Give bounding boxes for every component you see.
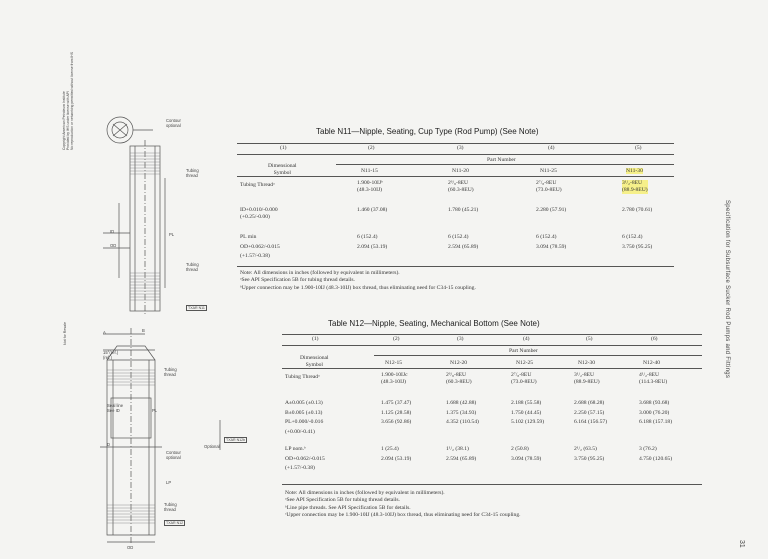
fig1-tubing-top-label: Tubing thread xyxy=(186,168,199,178)
n11-cell: 6 (152.4) 3.094 (78.59) xyxy=(536,234,567,250)
copyright-notice xyxy=(62,52,75,150)
n12-part-5: N12-40 xyxy=(643,360,661,366)
n11-cell: 6 (152.4) 2.094 (53.19) xyxy=(357,234,388,250)
n11-note: ᵇUpper connection may be 1.900-10IJ (48.3-10IJ) box thread, thus eliminating need for C34-15 coupling. xyxy=(240,284,476,291)
n11-row-label: PL min OD+0.062/-0.015 (+1.57/-0.38) xyxy=(240,234,280,259)
n12-col-5: (5) xyxy=(586,336,593,342)
n11-cell: 6 (152.4) 3.750 (95.25) xyxy=(622,234,653,250)
fig1-contour-label: Contour optional xyxy=(166,118,181,128)
resale-notice: Not for Resale xyxy=(63,322,67,345)
fig2-angle-label: 15°(ref.) (ref.) xyxy=(103,350,119,360)
n11-part-number-label: Part Number xyxy=(487,157,516,163)
fig1-pl-label: PL xyxy=(169,232,175,237)
fig1-od-label: OD xyxy=(110,243,117,248)
n11-part-4: N11-30 xyxy=(626,168,643,174)
fig2-contour-label: Contour optional xyxy=(166,450,181,460)
fig2-od-label: OD xyxy=(127,545,134,550)
fig2-tubing-bottom-label: Tubing thread xyxy=(164,502,177,512)
page-number: 31 xyxy=(738,540,745,548)
n12-notes xyxy=(285,490,521,520)
n12-cell: 1 (25.4) 2.094 (53.19) xyxy=(381,446,412,462)
n12-col-6: (6) xyxy=(651,336,658,342)
n11-notes xyxy=(240,270,476,292)
n11-row-label: ID+0.010/-0.000 (+0.25/-0.00) xyxy=(240,207,278,220)
figure-n11-drawing xyxy=(95,108,205,318)
n12-row-label: A±0.005 (±0.13) B±0.005 (±0.13) PL+0.000/-0.016 (+0.00/-0.41) xyxy=(285,400,324,435)
n11-part-2: N11-20 xyxy=(452,168,469,174)
n12-part-1: N12-15 xyxy=(385,360,403,366)
n11-note: Note: All dimensions in inches (followed by equivalent in millimeters). xyxy=(240,270,400,276)
n12-cell: 3.688 (93.68) 3.000 (76.20) 6.188 (157.18) xyxy=(639,400,673,425)
n12-col-1: (1) xyxy=(312,336,319,342)
n11-cell: 6 (152.4) 2.594 (65.89) xyxy=(448,234,479,250)
n11-part-3: N11-25 xyxy=(540,168,557,174)
n11-note: ᵃSee API Specification 5B for tubing thread details. xyxy=(240,277,355,284)
n12-col-3: (3) xyxy=(457,336,464,342)
fig2-seal-label: Seal line See ID xyxy=(107,403,124,413)
n11-row-label: Tubing Threadᵃ xyxy=(240,182,275,188)
n11-col-1: (1) xyxy=(280,145,287,151)
notice-line-1: Copyright American Petroleum Institute xyxy=(62,91,66,150)
n12-col-4: (4) xyxy=(523,336,530,342)
fig2-stamp-1: TXAR N12b xyxy=(226,438,246,442)
n12-cell: 3¹/₂-8EU (88.9-8EU) xyxy=(574,372,600,385)
n11-col-4: (4) xyxy=(548,145,555,151)
n12-col-2: (2) xyxy=(393,336,400,342)
n11-col-3: (3) xyxy=(457,145,464,151)
n12-part-4: N12-30 xyxy=(578,360,596,366)
n12-cell: 1.900-10IJc (48.3-10IJ) xyxy=(381,372,408,385)
n11-symbol-header: Dimensional Symbol xyxy=(268,163,297,176)
figure-n12-drawing xyxy=(95,320,255,552)
fig1-tubing-bottom-label: Tubing thread xyxy=(186,262,199,272)
fig2-pl-label: PL xyxy=(152,408,158,413)
n11-cell: 1.900-10IJᵇ (48.3-10IJ) xyxy=(357,180,383,193)
n12-cell: 2.188 (55.58) 1.750 (44.45) 5.102 (129.59) xyxy=(511,400,545,425)
n11-cell: 1.780 (45.21) xyxy=(448,207,479,213)
fig2-d-label: D xyxy=(107,442,111,447)
n12-cell: 2.688 (68.28) 2.250 (57.15) 6.164 (156.57) xyxy=(574,400,608,425)
n12-row-label: LP nom.ᵇ OD+0.062/-0.015 (+1.57/-0.38) xyxy=(285,446,325,471)
fig1-id-label: ID xyxy=(110,229,115,234)
n12-note: ᵇLine pipe threads. See API Specification 5B for details. xyxy=(285,504,411,511)
fig2-lp-label: LP xyxy=(166,480,172,485)
n11-cell: 2⁷/₈-8EU (73.0-8EU) xyxy=(536,180,562,193)
n11-cell: 2.280 (57.91) xyxy=(536,207,567,213)
notice-line-2: Provided by IHS under license with API xyxy=(66,91,71,150)
n12-cell: 2⁷/₈-8EU (73.0-8EU) xyxy=(511,372,537,385)
n12-part-3: N12-25 xyxy=(516,360,534,366)
n12-cell: 1.688 (42.88) 1.375 (34.93) 4.352 (110.54) xyxy=(446,400,479,425)
n12-row-label: Tubing Threadᵃ xyxy=(285,374,320,380)
n12-cell: 1¹/₂ (38.1) 2.594 (65.89) xyxy=(446,446,477,462)
fig2-b-label: B xyxy=(142,328,145,333)
n12-note: Note: All dimensions in inches (followed by equivalent in millimeters). xyxy=(285,490,445,496)
running-header: Specification for Subsurface Sucker Rod Pumps and Fittings xyxy=(724,200,730,379)
fig2-optional-label: Optional xyxy=(204,444,220,449)
n12-cell: 1.475 (37.47) 1.125 (28.58) 3.656 (92.86) xyxy=(381,400,412,425)
n11-cell: 2³/₈-8EU (60.3-8EU) xyxy=(448,180,474,193)
n12-cell: 2 (50.8) 3.094 (78.59) xyxy=(511,446,542,462)
n11-cell: 3¹/₂-8EU (88.9-8EU) xyxy=(622,180,648,193)
table-n12-title: Table N12—Nipple, Seating, Mechanical Bottom (See Note) xyxy=(328,319,540,328)
n12-part-number-label: Part Number xyxy=(509,348,538,354)
n12-note: ᵃSee API Specification 5B for tubing thread details. xyxy=(285,497,400,504)
fig1-stamp: TXAR N11 xyxy=(188,306,205,310)
n12-cell: 4¹/₂-8EU (114.3-8EU) xyxy=(639,372,668,385)
fig2-tubing-top-label: Tubing thread xyxy=(164,367,177,377)
n11-cell: 2.780 (70.61) xyxy=(622,207,653,213)
n11-part-1: N11-15 xyxy=(361,168,378,174)
n12-cell: 2³/₈-8EU (60.3-8EU) xyxy=(446,372,472,385)
n12-cell: 3 (76.2) 4.750 (120.65) xyxy=(639,446,673,462)
n12-cell: 2¹/₂ (63.5) 3.750 (95.25) xyxy=(574,446,605,462)
table-n11-title: Table N11—Nipple, Seating, Cup Type (Rod Pump) (See Note) xyxy=(316,127,539,136)
n11-col-5: (5) xyxy=(635,145,642,151)
n12-part-2: N12-20 xyxy=(450,360,468,366)
n11-cell: 1.460 (37.08) xyxy=(357,207,388,213)
n11-col-2: (2) xyxy=(368,145,375,151)
n12-note: ᶜUpper connection may be 1.900-10IJ (48.3-10IJ) box thread, thus eliminating need for C34-15 coupling. xyxy=(285,512,521,519)
n12-symbol-header: Dimensional Symbol xyxy=(300,355,329,368)
fig2-a-label: A xyxy=(103,330,106,335)
notice-line-3: No reproduction or networking permitted without license from IHS xyxy=(70,52,75,150)
fig2-stamp-2: TXAR N12 xyxy=(166,521,184,525)
